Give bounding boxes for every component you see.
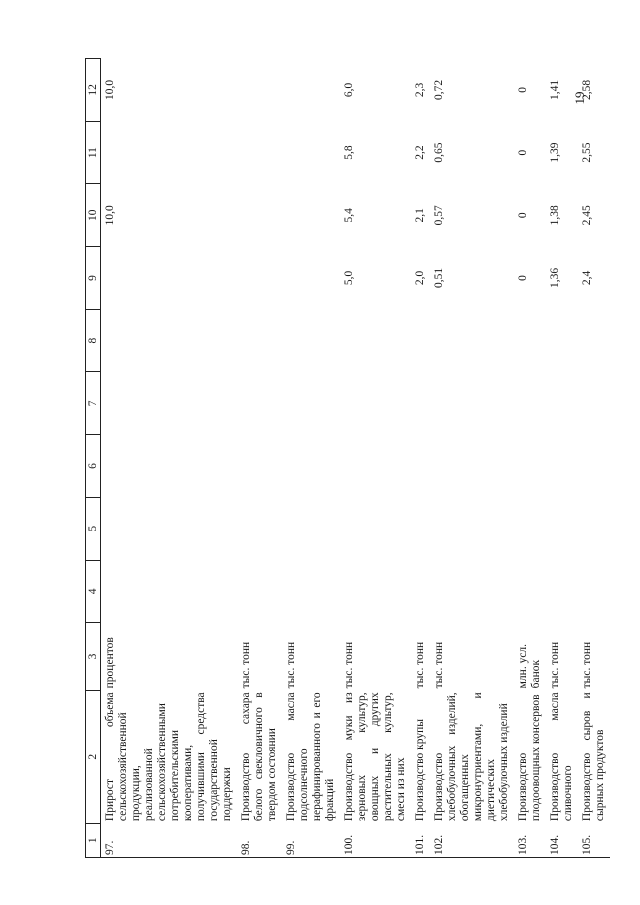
value-cell-12: 6,0 [343,82,355,98]
value-cell-10: 5,4 [343,208,355,223]
value-cell-12: 10,0 [104,79,116,100]
indicator-name: Прирост объема сельскохозяйственной продукции, реализованной сельскохозяйственными потребительскими кооперативами, получившими средства государственной поддержки [104,692,233,822]
empty-cell [282,560,340,623]
value-cell-12: 2,58 [581,79,593,100]
empty-cell [340,372,411,435]
header-cell: 6 [86,435,101,498]
value-cell-10 [282,184,340,247]
table-row [546,59,578,858]
empty-cell [578,309,610,372]
row-number: 97. [101,823,238,857]
value-cell-12: 0,72 [433,79,445,100]
empty-cell [237,560,282,623]
header-row [86,59,101,858]
empty-cell [546,497,578,560]
empty-cell [411,435,430,498]
unit-cell: тыс. тонн [343,641,355,689]
empty-cell [514,372,546,435]
indicators-table [85,58,610,858]
table-row [411,59,430,858]
value-cell-9: 1,36 [549,267,561,289]
row-number: 103. [514,823,546,857]
empty-cell [282,372,340,435]
header-cell: 3 [86,623,101,691]
value-cell-12: 2,3 [414,82,426,98]
unit-cell: тыс. тонн [433,641,445,689]
table-row [514,59,546,858]
header-cell: 9 [86,247,101,310]
table-row [430,59,514,858]
table-row [282,59,340,858]
empty-cell [514,435,546,498]
unit-cell: тыс. тонн [581,641,593,689]
empty-cell [282,309,340,372]
empty-cell [340,435,411,498]
value-cell-11: 5,8 [343,145,355,160]
empty-cell [340,309,411,372]
value-cell-9: 5,0 [343,270,355,286]
value-cell-9: 2,0 [414,270,426,286]
row-number: 99. [282,823,340,857]
empty-cell [430,435,514,498]
value-cell-9: 2,4 [581,270,593,286]
empty-cell [578,497,610,560]
value-cell-10: 10,0 [104,205,116,226]
empty-cell [514,560,546,623]
empty-cell [578,560,610,623]
unit-cell: тыс. тонн [240,641,252,689]
header-cell: 7 [86,372,101,435]
indicator-name: Производство масла подсолнечного нерафинированного и его фракций [285,692,336,822]
header-cell: 12 [86,59,101,122]
empty-cell [282,435,340,498]
indicator-name: Производство масла сливочного [549,692,574,822]
row-number: 102. [430,823,514,857]
value-cell-9 [282,247,340,310]
row-number: 101. [411,823,430,857]
value-cell-12: 1,41 [549,79,561,100]
value-cell-11: 1,39 [549,142,561,163]
empty-cell [430,372,514,435]
empty-cell [546,372,578,435]
empty-cell [237,309,282,372]
row-number: 104. [546,823,578,857]
empty-cell [237,372,282,435]
header-cell: 11 [86,121,101,184]
value-cell-9 [101,247,238,310]
value-cell-11: 2,55 [581,142,593,163]
value-cell-9 [237,247,282,310]
empty-cell [578,435,610,498]
empty-cell [430,309,514,372]
empty-cell [411,497,430,560]
indicator-name: Производство плодоовощных консервов [517,694,542,822]
empty-cell [101,560,238,623]
empty-cell [411,309,430,372]
empty-cell [546,309,578,372]
empty-cell [546,435,578,498]
table-row [578,59,610,858]
header-cell: 1 [86,823,101,857]
row-number: 98. [237,823,282,857]
value-cell-12 [282,59,340,122]
unit-cell: тыс. тонн [549,641,561,689]
value-cell-11: 0,65 [433,142,445,163]
indicator-name: Производство хлебобулочных изделий, обогащенных микронутриентами, и диетических хлебобулочных изделий [433,692,510,822]
empty-cell [514,497,546,560]
value-cell-11 [101,121,238,184]
header-cell: 8 [86,309,101,372]
value-cell-12 [237,59,282,122]
empty-cell [340,497,411,560]
empty-cell [514,309,546,372]
header-cell: 5 [86,497,101,560]
header-cell: 10 [86,184,101,247]
table-row [340,59,411,858]
value-cell-10 [237,184,282,247]
value-cell-10: 0 [517,212,529,219]
table-row [237,59,282,858]
value-cell-10: 2,1 [414,208,426,223]
empty-cell [237,435,282,498]
table-row [101,59,238,858]
indicator-name: Производство крупы [414,719,426,822]
indicator-name: Производство сыров и сырных продуктов [581,692,606,822]
value-cell-11: 2,2 [414,145,426,160]
value-cell-11: 0 [517,149,529,156]
row-number: 100. [340,823,411,857]
empty-cell [101,309,238,372]
unit-cell: процентов [104,637,116,689]
empty-cell [101,497,238,560]
indicator-name: Производство сахара белого свекловичного в твердом состоянии [240,692,278,822]
empty-cell [237,497,282,560]
unit-cell: тыс. тонн [285,641,297,689]
empty-cell [430,560,514,623]
value-cell-10: 1,38 [549,205,561,226]
indicator-name: Производство муки из зерновых культур, овощных и других растительных культур, смеси из них [343,692,407,822]
value-cell-11 [237,121,282,184]
page-number: 19 [572,91,587,105]
empty-cell [411,372,430,435]
header-cell: 2 [86,690,101,823]
empty-cell [101,372,238,435]
value-cell-10: 2,45 [581,205,593,226]
empty-cell [101,435,238,498]
value-cell-12: 0 [517,87,529,93]
value-cell-9: 0 [517,275,529,281]
unit-cell: млн. усл. банок [517,643,542,689]
unit-cell: тыс. тонн [414,641,426,689]
empty-cell [282,497,340,560]
empty-cell [411,560,430,623]
empty-cell [578,372,610,435]
value-cell-9: 0,51 [433,267,445,289]
empty-cell [430,497,514,560]
header-cell: 4 [86,560,101,623]
empty-cell [340,560,411,623]
row-number: 105. [578,823,610,857]
empty-cell [546,560,578,623]
value-cell-10: 0,57 [433,205,445,226]
value-cell-11 [282,121,340,184]
